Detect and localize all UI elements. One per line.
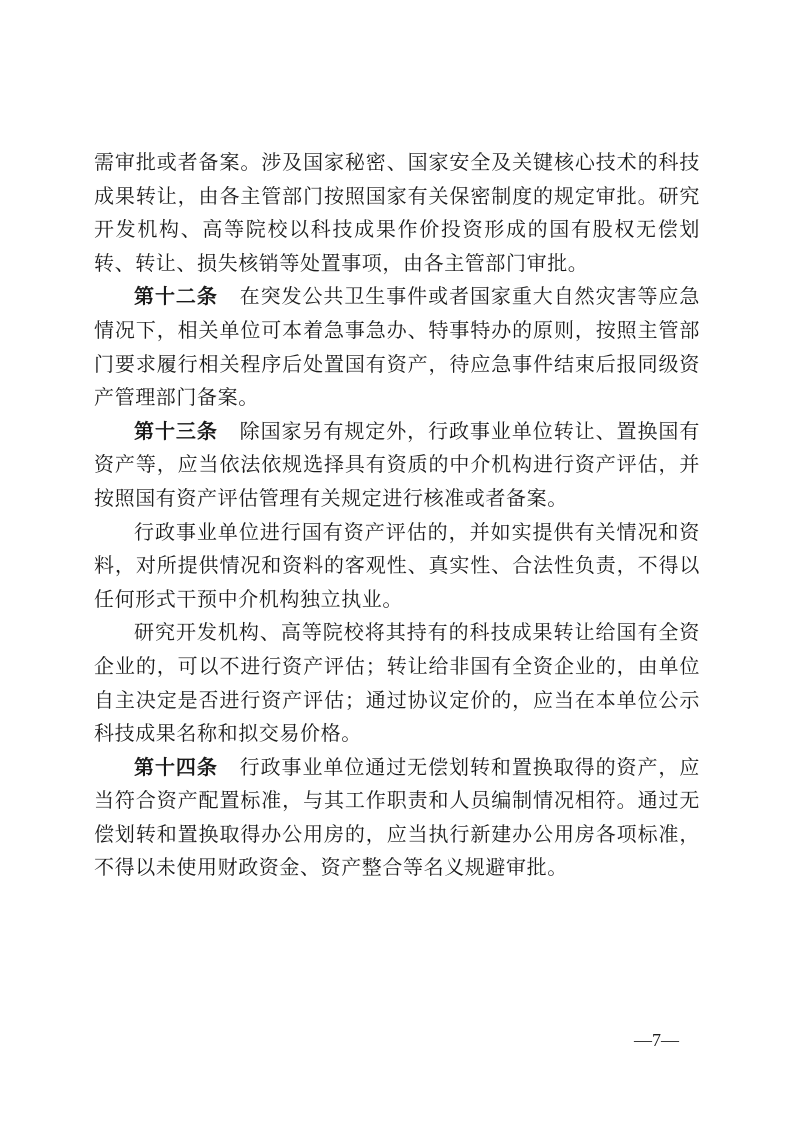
paragraph-text: 需审批或者备案。涉及国家秘密、国家安全及关键核心技术的科技成果转让，由各主管部门按照国家有关保密制度的规定审批。研究开发机构、高等院校以科技成果作价投资形成的国有股权无偿划转、转让、损失核销等处置事项，由各主管部门审批。	[94, 150, 700, 275]
paragraph-continuation	[94, 146, 700, 280]
paragraph-text: 在突发公共卫生事件或者国家重大自然灾害等应急情况下，相关单位可本着急事急办、特事特办的原则，按照主管部门要求履行相关程序后处置国有资产，待应急事件结束后报同级资产管理部门备案。	[94, 284, 700, 410]
article-14-heading: 第十四条	[134, 754, 218, 779]
article-12-paragraph	[94, 280, 700, 414]
paragraph-text: 行政事业单位进行国有资产评估的，并如实提供有关情况和资料，对所提供情况和资料的客观性、真实性、合法性负责，不得以任何形式干预中介机构独立执业。	[94, 519, 700, 611]
paragraph-text: 行政事业单位通过无偿划转和置换取得的资产，应当符合资产配置标准，与其工作职责和人员编制情况相符。通过无偿划转和置换取得办公用房的，应当执行新建办公用房各项标准，不得以未使用财政资金、资产整合等名义规避审批。	[94, 754, 700, 880]
article-12-heading: 第十二条	[134, 284, 218, 309]
paragraph-text: 研究开发机构、高等院校将其持有的科技成果转让给国有全资企业的，可以不进行资产评估；转让给非国有全资企业的，由单位自主决定是否进行资产评估；通过协议定价的，应当在本单位公示科技成果名称和拟交易价格。	[94, 620, 700, 746]
article-14-spacer	[225, 755, 232, 779]
article-13-paragraph-2	[94, 516, 700, 617]
article-13-spacer	[225, 419, 232, 443]
page-number: —7—	[634, 1030, 679, 1050]
body-text	[94, 146, 700, 885]
article-13-heading: 第十三条	[134, 418, 218, 443]
paragraph-text: 除国家另有规定外，行政事业单位转让、置换国有资产等，应当依法依规选择具有资质的中介机构进行资产评估，并按照国有资产评估管理有关规定进行核准或者备案。	[94, 418, 700, 510]
article-13-paragraph	[94, 415, 700, 516]
article-14-paragraph	[94, 751, 700, 885]
article-12-spacer	[225, 284, 232, 308]
article-13-paragraph-3	[94, 616, 700, 750]
